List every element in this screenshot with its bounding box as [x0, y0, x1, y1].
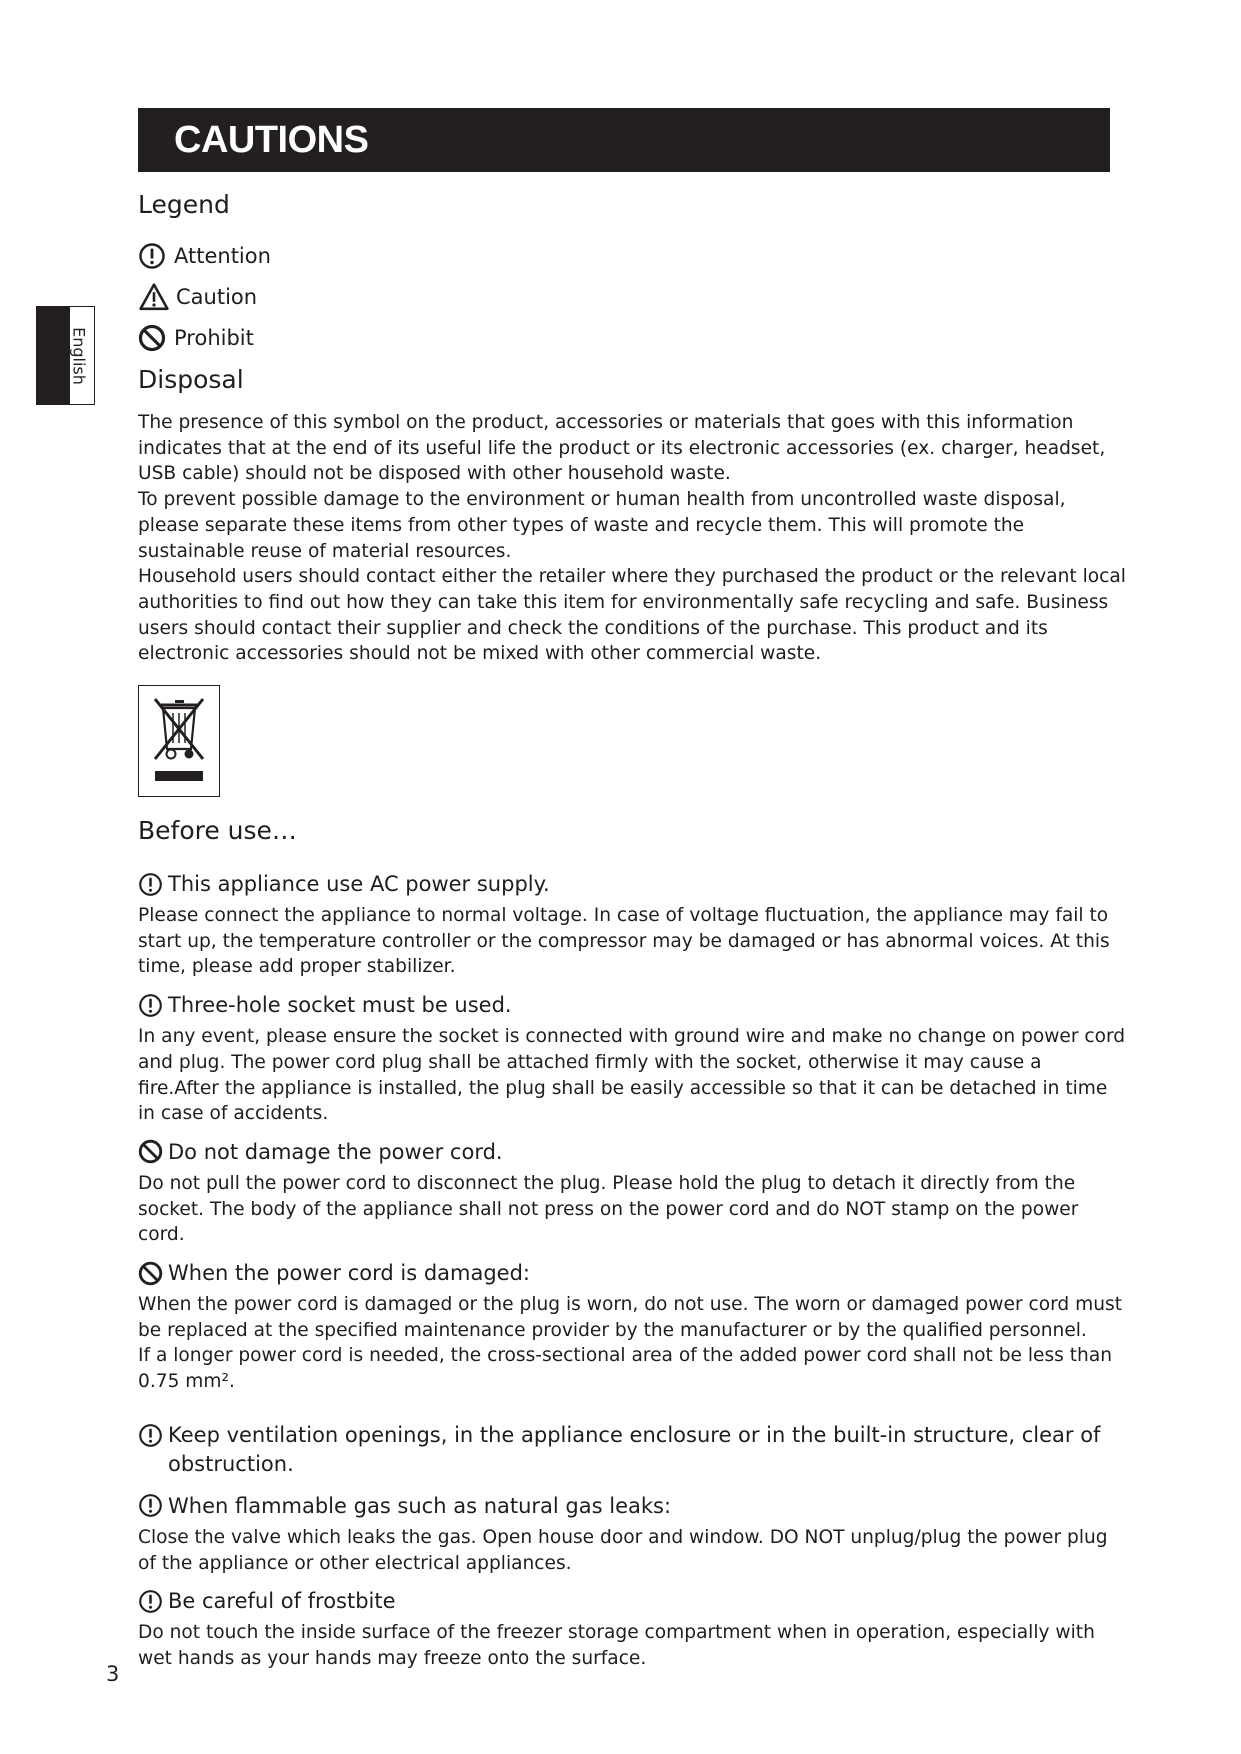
item-body: Do not pull the power cord to disconnect the plug. Please hold the plug to detach it directly from the socket. The body of the appliance shall not press on the power cord and do NOT stamp on the power cord.: [138, 1172, 1079, 1246]
caution-icon: [138, 282, 170, 312]
item-heading-text: When flammable gas such as natural gas leaks:: [168, 1493, 672, 1518]
prohibit-icon: [138, 1139, 163, 1164]
language-tab-fill: [37, 307, 70, 404]
disposal-paragraph: The presence of this symbol on the product, accessories or materials that goes with this information indicates that at the end of its useful life the product or its electronic accessories (ex. charger, headset, USB cable) should not be disposed with other household waste.: [138, 412, 1106, 485]
item-body: If a longer power cord is needed, the cross-sectional area of the added power cord shall not be less than 0.75 mm².: [138, 1345, 1113, 1393]
disposal-paragraph: To prevent possible damage to the environment or human health from uncontrolled waste disposal, please separate these items from other types of waste and recycle them. This will promote the sustainable reuse of material resources.: [138, 489, 1066, 562]
disposal-title: Disposal: [138, 365, 244, 394]
legend-item-label: Caution: [176, 284, 258, 309]
item-heading: [138, 990, 1128, 1020]
weee-symbol-box: [138, 685, 220, 797]
attention-icon: [138, 1493, 163, 1518]
item-heading: [138, 1586, 1128, 1616]
item-body: Close the valve which leaks the gas. Open house door and window. DO NOT unplug/plug the power plug of the appliance or other electrical appliances.: [138, 1526, 1108, 1574]
item-body: When the power cord is damaged or the plug is worn, do not use. The worn or damaged power cord must be replaced at the specified maintenance provider by the manufacturer or by the qualified personnel.: [138, 1294, 1122, 1341]
item-heading: [138, 1491, 1128, 1521]
item-heading: [138, 1137, 1128, 1167]
prohibit-icon: [138, 324, 166, 352]
page-content: [138, 183, 1128, 1672]
weee-crossed-bin-icon: [147, 693, 211, 789]
item-heading: [138, 1258, 1128, 1288]
language-label: English: [69, 326, 89, 385]
item-heading-text: Do not damage the power cord.: [168, 1139, 503, 1164]
item-heading-text: Be careful of frostbite: [168, 1589, 396, 1614]
legend-item-label: Prohibit: [174, 325, 254, 350]
attention-icon: [138, 1423, 163, 1448]
item-heading: [138, 869, 1128, 899]
legend-item-caution: [138, 276, 1128, 317]
page-number: 3: [106, 1662, 120, 1686]
item-body: Do not touch the inside surface of the freezer storage compartment when in operation, especially with wet hands as your hands may freeze onto the surface.: [138, 1622, 1095, 1669]
attention-icon: [138, 1589, 163, 1614]
legend-item-label: Attention: [174, 243, 271, 268]
item-body: Please connect the appliance to normal voltage. In case of voltage fluctuation, the appliance may fail to start up, the temperature controller or the compressor may be damaged or has abnormal voices. At this time, please add proper stabilizer.: [138, 905, 1110, 978]
attention-icon: [138, 242, 166, 270]
page-header-bar: [138, 108, 1110, 172]
before-use-title: Before use…: [138, 816, 297, 846]
attention-icon: [138, 993, 163, 1018]
item-heading-text: When the power cord is damaged:: [168, 1261, 530, 1286]
item-body: In any event, please ensure the socket is connected with ground wire and make no change on power cord and plug. The power cord plug shall be attached firmly with the socket, otherwise it may cause a fire.After the appliance is installed, the plug shall be easily accessible so that it can be detached in time in case of accidents.: [138, 1026, 1126, 1125]
item-heading: [138, 1421, 1128, 1479]
attention-icon: [138, 872, 163, 897]
legend-item-attention: [138, 235, 1128, 276]
legend-title: Legend: [138, 190, 230, 219]
page-title: CAUTIONS: [174, 119, 369, 161]
legend-item-prohibit: [138, 317, 1128, 358]
language-side-tab: [36, 306, 95, 405]
item-heading-text: This appliance use AC power supply.: [168, 872, 550, 897]
disposal-paragraph: Household users should contact either the retailer where they purchased the product or the relevant local authorities to find out how they can take this item for environmentally safe recycling and safe. Business users should contact their supplier and check the conditions of the purchase. This product and its electronic accessories should not be mixed with other commercial waste.: [138, 566, 1126, 665]
item-heading-text: Three-hole socket must be used.: [168, 993, 512, 1018]
item-heading-text: Keep ventilation openings, in the appliance enclosure or in the built-in structure, clear of obstruction.: [168, 1422, 1101, 1476]
prohibit-icon: [138, 1261, 163, 1286]
